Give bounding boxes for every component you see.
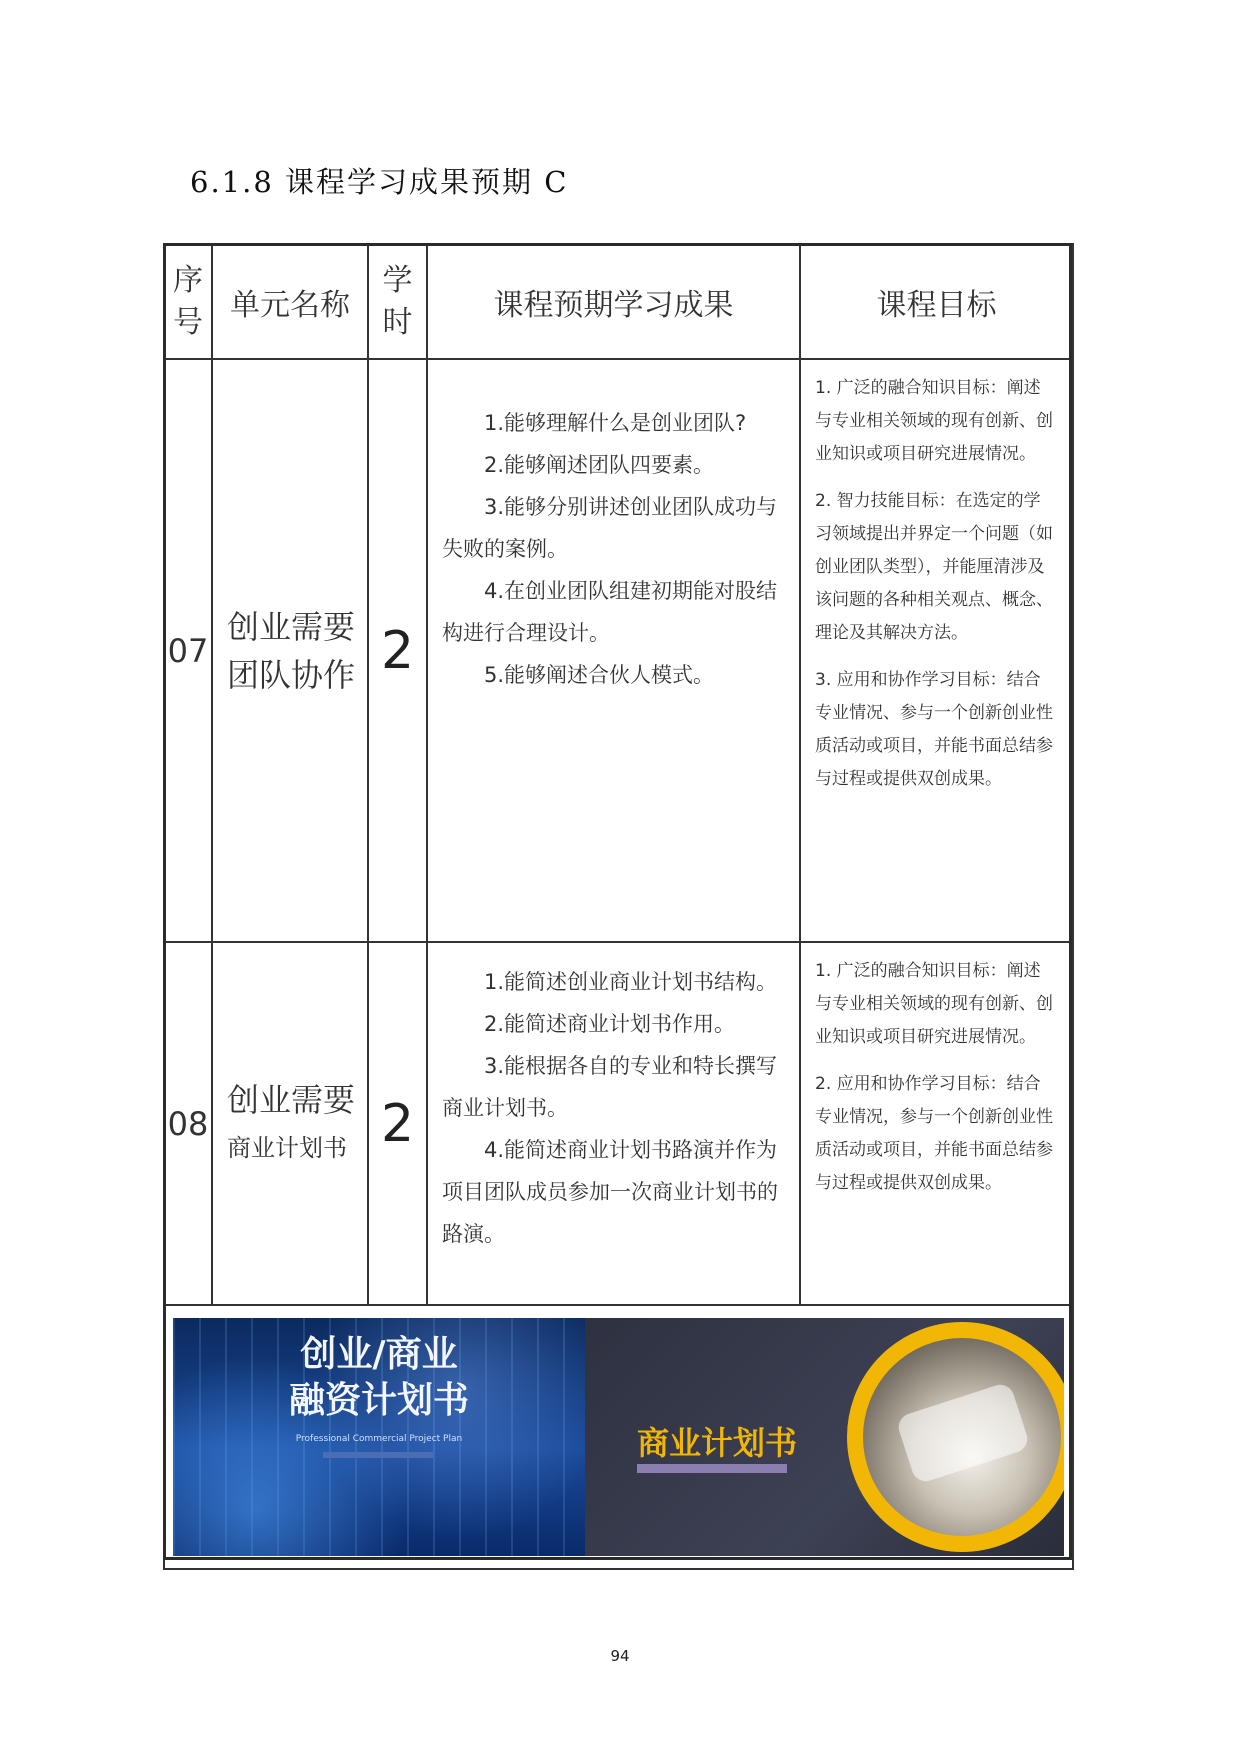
header-goals: 课程目标 xyxy=(800,244,1073,359)
table-outer-frame xyxy=(163,243,1072,1560)
header-unit: 单元名称 xyxy=(212,244,368,359)
header-outcomes: 课程预期学习成果 xyxy=(427,244,800,359)
row-outcomes: 1.能够理解什么是创业团队? 2.能够阐述团队四要素。 3.能够分别讲述创业团队成功与失败的案例。 4.在创业团队组建初期能对股结构进行合理设计。 5.能够阐述合伙人模式。 xyxy=(427,359,800,942)
row-seq: 07 xyxy=(164,359,212,942)
row-goals: 1. 广泛的融合知识目标：阐述与专业相关领域的现有创新、创业知识或项目研究进展情况。 2. 应用和协作学习目标：结合专业情况，参与一个创新创业性质活动或项目，并能书面总结参与过程或提供双创成果。 xyxy=(800,942,1073,1305)
banner-left-title-1: 创业/商业 xyxy=(300,1334,458,1375)
row-hours: 2 xyxy=(368,942,427,1305)
row-unit: 创业需要 商业计划书 xyxy=(212,942,368,1305)
row-seq: 08 xyxy=(164,942,212,1305)
row-hours: 2 xyxy=(368,359,427,942)
row-goals: 1. 广泛的融合知识目标：阐述与专业相关领域的现有创新、创业知识或项目研究进展情况。 2. 智力技能目标：在选定的学习领域提出并界定一个问题（如创业团队类型），并能厘清涉及该问题的各种相关观点、概念、理论及其解决方法。 3. 应用和协作学习目标：结合专业情况、参与一个创新创业性质活动或项目，并能书面总结参与过程或提供双创成果。 xyxy=(800,359,1073,942)
page-number: 94 xyxy=(610,1647,630,1665)
section-heading: 6.1.8 课程学习成果预期 C xyxy=(190,165,569,199)
header-hours: 学 时 xyxy=(368,244,427,359)
row-unit: 创业需要 团队协作 xyxy=(212,359,368,942)
header-seq: 序 号 xyxy=(164,244,212,359)
banner-left-title-2: 融资计划书 xyxy=(288,1380,469,1421)
banner-left-subtitle: Professional Commercial Project Plan xyxy=(295,1434,463,1444)
banner-right-title: 商业计划书 xyxy=(637,1424,798,1462)
row-outcomes: 1.能简述创业商业计划书结构。 2.能简述商业计划书作用。 3.能根据各自的专业和特长撰写商业计划书。 4.能简述商业计划书路演并作为项目团队成员参加一次商业计划书的路演。 xyxy=(427,942,800,1305)
